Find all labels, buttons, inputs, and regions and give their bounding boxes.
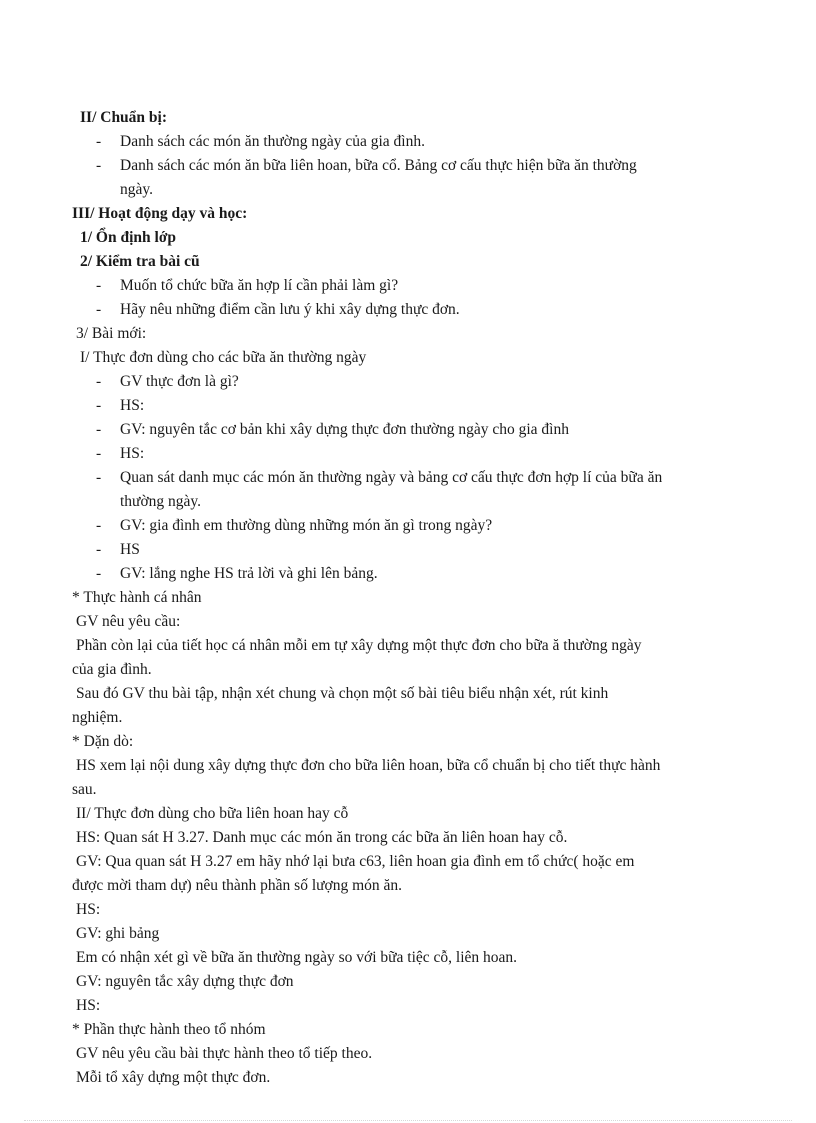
section-heading-activities: III/ Hoạt động dạy và học: [72,205,248,222]
list-item-continuation: ngày. [120,181,153,198]
page-bottom-divider [24,1120,792,1121]
paragraph-line: Mỗi tổ xây dựng một thực đơn. [76,1069,271,1086]
paragraph-line: của gia đình. [72,661,152,678]
document-page: II/ Chuẩn bị: - Danh sách các món ăn thường ngày của gia đình. - Danh sách các món ăn bữa liên hoan, bữa cổ. Bảng cơ cấu thực hiện bữa ăn thường ngày. III/ Hoạt động dạy và học: 1/ Ổn định lớp 2/ Kiểm tra bài cũ - Muốn tổ chức bữa ăn hợp lí cần phải làm gì? - Hãy nêu những điểm cần lưu ý khi xây dựng thực đơn. 3/ Bài mới: I/ Thực đơn dùng cho các bữa ăn thường ngày - GV thực đơn là gì? - HS: - GV: nguyên tắc cơ bản khi xây dựng thực đơn thường ngày cho gia đình - HS: - Quan sát danh mục các món ăn thường ngày và bảng cơ cấu thực đơn hợp lí của bữa ăn thường ngày. - GV: gia đình em thường dùng những món ăn gì trong ngày? - HS - GV: lắng nghe HS trả lời và ghi lên bảng. * Thực hành cá nhân GV nêu yêu cầu: Phần còn lại của tiết học cá nhân mỗi em tự xây dựng một thực đơn cho bữa ă thường ngày của gia đình. Sau đó GV thu bài tập, nhận xét chung và chọn một số bài tiêu biểu nhận xét, rút kinh nghiệm. * Dặn dò: HS xem lại nội dung xây dựng thực đơn cho bữa liên hoan, bữa cổ chuẩn bị cho tiết thực hành sau. II/ Thực đơn dùng cho bữa liên hoan hay cỗ HS: Quan sát H 3.27. Danh mục các món ăn trong các bữa ăn liên hoan hay cỗ. GV: Qua quan sát H 3.27 em hãy nhớ lại bưa c63, liên hoan gia đình em tổ chức( hoặc em được mời tham dự) nêu thành phần số lượng món ăn. HS: GV: ghi bảng Em có nhận xét gì về bữa ăn thường ngày so với bữa tiệc cỗ, liên hoan. GV: nguyên tắc xây dựng thực đơn HS: * Phần thực hành theo tổ nhóm GV nêu yêu cầu bài thực hành theo tổ tiếp theo. Mỗi tổ xây dựng một thực đơn. [0,0,816,1123]
section-heading-preparation: II/ Chuẩn bị: [80,109,168,126]
bullet-dash: - [96,373,102,390]
part-heading-party-menu: II/ Thực đơn dùng cho bữa liên hoan hay cỗ [76,805,349,822]
step-heading-class-order: 1/ Ổn định lớp [80,229,177,246]
paragraph-line: GV: Qua quan sát H 3.27 em hãy nhớ lại bưa c63, liên hoan gia đình em tổ chức( hoặc em [76,853,635,870]
paragraph-line: GV nêu yêu cầu: [76,613,181,630]
bullet-dash: - [96,421,102,438]
bullet-dash: - [96,397,102,414]
bullet-dash: - [96,517,102,534]
bullet-dash: - [96,277,102,294]
paragraph-line: Phần còn lại của tiết học cá nhân mỗi em tự xây dựng một thực đơn cho bữa ă thường ngày [76,637,642,654]
bullet-dash: - [96,301,102,318]
bullet-dash: - [96,469,102,486]
paragraph-line: sau. [72,781,97,798]
bullet-dash: - [96,541,102,558]
paragraph-line: HS: Quan sát H 3.27. Danh mục các món ăn trong các bữa ăn liên hoan hay cỗ. [76,829,568,846]
paragraph-line: Em có nhận xét gì về bữa ăn thường ngày so với bữa tiệc cỗ, liên hoan. [76,949,518,966]
bullet-dash: - [96,445,102,462]
paragraph-line: nghiệm. [72,709,123,726]
paragraph-line: GV nêu yêu cầu bài thực hành theo tổ tiếp theo. [76,1045,373,1062]
paragraph-line: GV: ghi bảng [76,925,160,942]
bullet-dash: - [96,133,102,150]
paragraph-line: được mời tham dự) nêu thành phần số lượng món ăn. [72,877,403,894]
homework-heading: * Dặn dò: [72,733,134,750]
practice-heading: * Thực hành cá nhân [72,589,202,606]
bullet-dash: - [96,565,102,582]
part-heading-daily-menu: I/ Thực đơn dùng cho các bữa ăn thường ngày [80,349,367,366]
paragraph-line: Sau đó GV thu bài tập, nhận xét chung và chọn một số bài tiêu biểu nhận xét, rút kinh [76,685,609,702]
bullet-dash: - [96,157,102,174]
paragraph-line: HS: [76,901,101,918]
paragraph-line: HS xem lại nội dung xây dựng thực đơn cho bữa liên hoan, bữa cổ chuẩn bị cho tiết thực hành [76,757,661,774]
group-practice-heading: * Phần thực hành theo tổ nhóm [72,1021,266,1038]
step-heading-new-lesson: 3/ Bài mới: [76,325,147,342]
paragraph-line: HS: [76,997,101,1014]
list-item-continuation: thường ngày. [120,493,202,510]
step-heading-review: 2/ Kiểm tra bài cũ [80,253,200,270]
paragraph-line: GV: nguyên tắc xây dựng thực đơn [76,973,294,990]
